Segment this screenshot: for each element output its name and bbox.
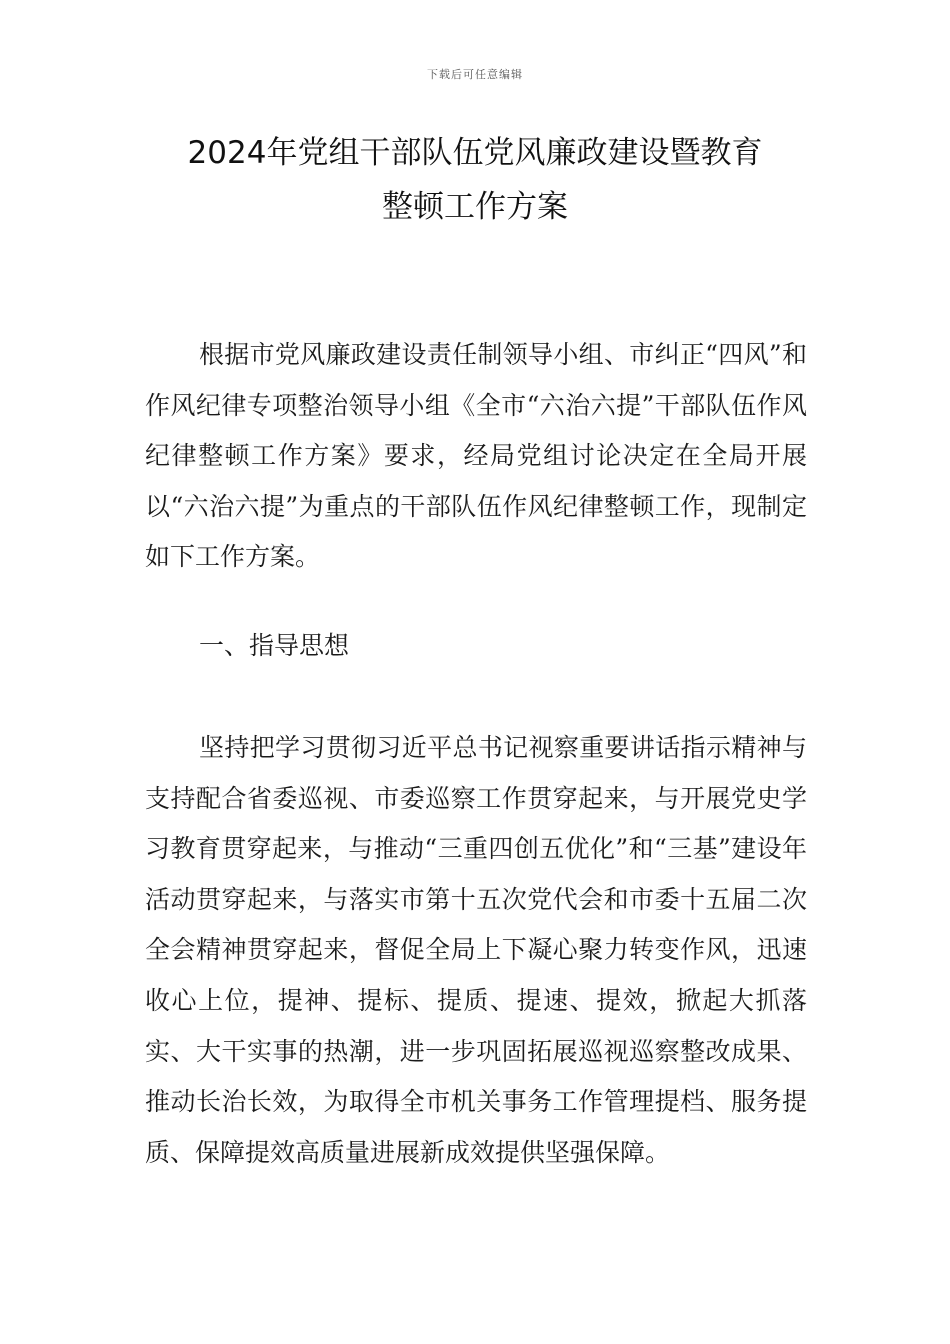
title-line-1: 2024年党组干部队伍党风廉政建设暨教育: [187, 135, 763, 171]
intro-paragraph: 根据市党风廉政建设责任制领导小组、市纠正“四风”和作风纪律专项整治领导小组《全市“六治六提”干部队伍作风纪律整顿工作方案》要求，经局党组讨论决定在全局开展以“六治六提”为重点的干部队伍作风纪律整顿工作，现制定如下工作方案。: [145, 340, 807, 572]
header-note: 下载后可任意编辑: [427, 68, 523, 81]
document-title: [110, 126, 840, 234]
title-line-2: 整顿工作方案: [382, 189, 568, 225]
guiding-ideology-paragraph: 坚持把学习贯彻习近平总书记视察重要讲话指示精神与支持配合省委巡视、市委巡察工作贯穿起来，与开展党史学习教育贯穿起来，与推动“三重四创五优化”和“三基”建设年活动贯穿起来，与落实市第十五次党代会和市委十五届二次全会精神贯穿起来，督促全局上下凝心聚力转变作风，迅速收心上位，提神、提标、提质、提速、提效，掀起大抓落实、大干实事的热潮，进一步巩固拓展巡视巡察整改成果、推动长治长效，为取得全市机关事务工作管理提档、服务提质、保障提效高质量进展新成效提供坚强保障。: [145, 733, 807, 1167]
section-heading-guiding-ideology: 一、指导思想: [199, 631, 350, 660]
